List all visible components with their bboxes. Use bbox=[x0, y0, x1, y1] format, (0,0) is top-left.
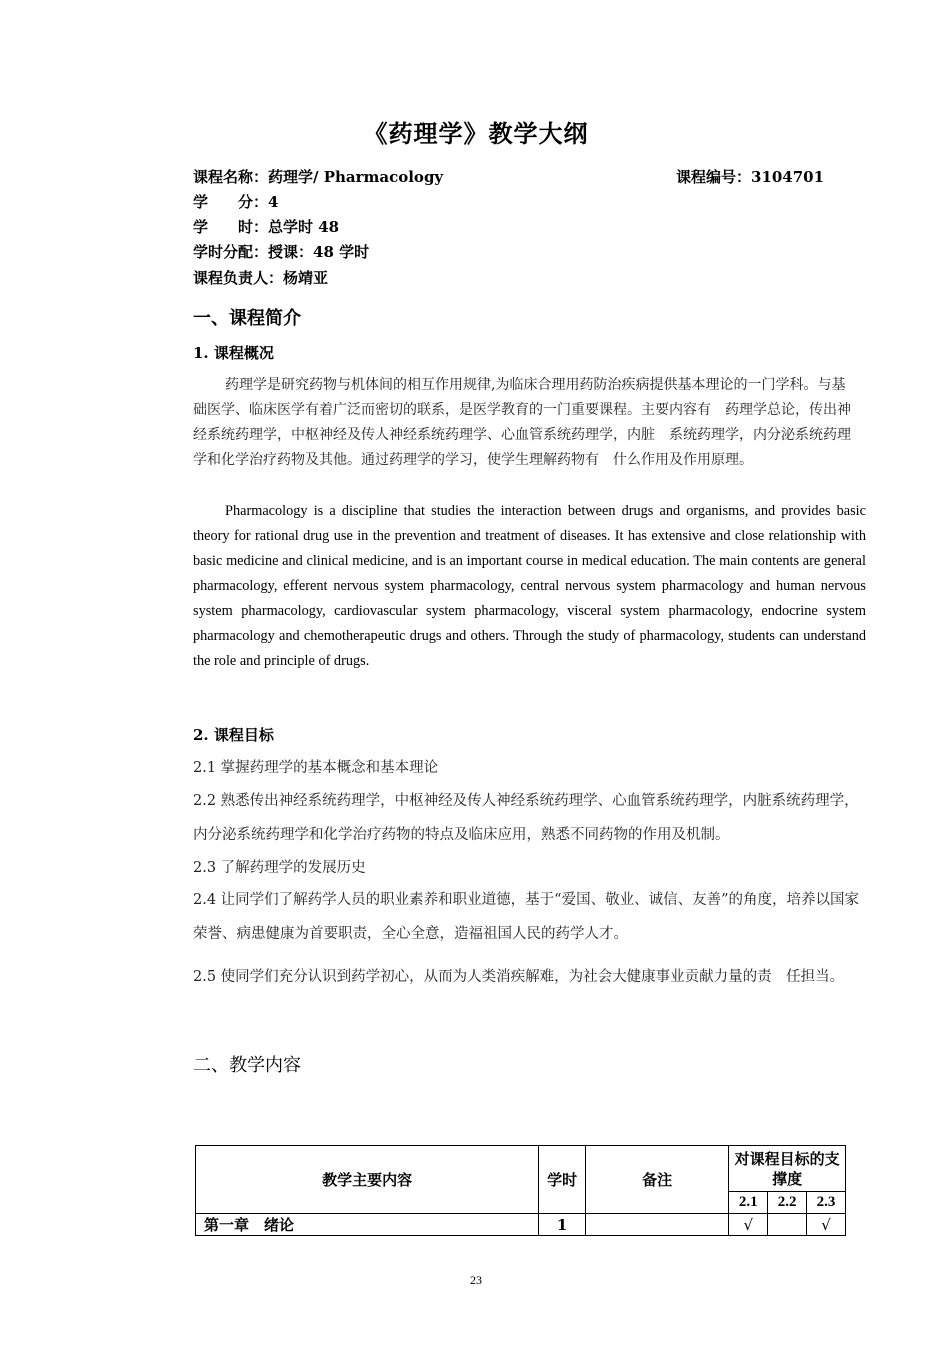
header-support: 对课程目标的支撑度 bbox=[729, 1146, 846, 1192]
hours-allocation: 学时分配：授课：48 学时 bbox=[193, 243, 370, 261]
row-hours: 1 bbox=[539, 1214, 586, 1236]
row-notes bbox=[586, 1214, 729, 1236]
row-goal-2-1: √ bbox=[729, 1214, 768, 1236]
teaching-content-table bbox=[195, 1145, 846, 1236]
section-2-heading: 二、教学内容 bbox=[193, 1055, 301, 1076]
overview-chinese-paragraph: 药理学是研究药物与机体间的相互作用规律,为临床合理用药防治疾病提供基本理论的一门学科。与基础医学、临床医学有着广泛而密切的联系，是医学教育的一门重要课程。主要内容有 药理学总论，传出神经系统药理学，中枢神经及传人神经系统药理学、心血管系统药理学，内脏 系统药理学，内分泌系统药理学和化学治疗药物及其他。通过药理学的学习，使学生理解药物有 什么作用及作用原理。 bbox=[193, 377, 851, 468]
header-goal-2-1: 2.1 bbox=[729, 1192, 768, 1214]
table-row bbox=[196, 1214, 846, 1236]
goal-2-2: 2.2 熟悉传出神经系统药理学，中枢神经及传人神经系统药理学、心血管系统药理学，内脏系统药理学，内分泌系统药理学和化学治疗药物的特点及临床应用，熟悉不同药物的作用及机制。 bbox=[193, 793, 859, 843]
section-1-heading: 一、课程简介 bbox=[193, 308, 301, 329]
course-code: 课程编号：3104701 bbox=[676, 168, 825, 186]
goal-2-3: 2.3 了解药理学的发展历史 bbox=[193, 860, 366, 876]
course-hours: 学 时：总学时 48 bbox=[193, 218, 340, 236]
goal-2-1: 2.1 掌握药理学的基本概念和基本理论 bbox=[193, 760, 439, 776]
row-content: 第一章 绪论 bbox=[196, 1214, 539, 1236]
course-credits: 学 分：4 bbox=[193, 193, 279, 211]
overview-english-paragraph: Pharmacology is a discipline that studies the interaction between drugs and organisms, and provides basic theory for rational drug use in the prevention and treatment of diseases. It has extensive and close relationship with basic medicine and clinical medicine, and is an important course in medical education. The main contents are general pharmacology, efferent nervous system pharmacology, central nervous system pharmacology and human nervous system pharmacology, cardiovascular system pharmacology, visceral system pharmacology, endocrine system pharmacology and chemotherapeutic drugs and others. Through the study of pharmacology, students can understand the role and principle of drugs. bbox=[193, 503, 866, 669]
header-goal-2-2: 2.2 bbox=[768, 1192, 807, 1214]
overview-heading: 1. 课程概况 bbox=[193, 344, 274, 362]
header-goal-2-3: 2.3 bbox=[807, 1192, 846, 1214]
goal-2-5: 2.5 使同学们充分认识到药学初心，从而为人类消疾解难，为社会大健康事业贡献力量的责 任担当。 bbox=[193, 969, 845, 985]
header-notes: 备注 bbox=[586, 1146, 729, 1214]
page-number: 23 bbox=[470, 1273, 482, 1287]
goals-heading: 2. 课程目标 bbox=[193, 726, 274, 744]
course-instructor: 课程负责人：杨靖亚 bbox=[193, 269, 329, 287]
document-title: 《药理学》教学大纲 bbox=[363, 119, 589, 148]
course-name: 课程名称：药理学/ Pharmacology bbox=[193, 168, 444, 186]
row-goal-2-2 bbox=[768, 1214, 807, 1236]
header-hours: 学时 bbox=[539, 1146, 586, 1214]
row-goal-2-3: √ bbox=[807, 1214, 846, 1236]
header-content: 教学主要内容 bbox=[196, 1146, 539, 1214]
goal-2-4: 2.4 让同学们了解药学人员的职业素养和职业道德，基于“爱国、敬业、诚信、友善”的角度，培养以国家荣誉、病患健康为首要职责，全心全意，造福祖国人民的药学人才。 bbox=[193, 892, 859, 942]
